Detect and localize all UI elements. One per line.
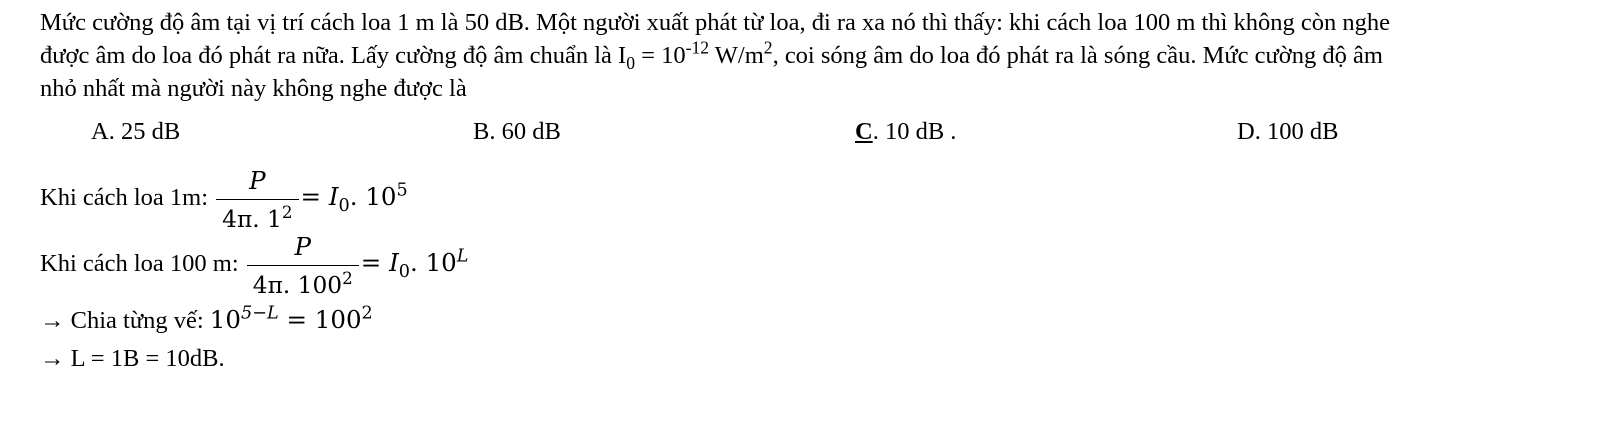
solution-step-3: [40, 305, 373, 335]
step-2-numerator: P: [247, 232, 359, 266]
question-line-2-start: được âm do loa đó phát ra nữa. Lấy cường độ âm chuẩn là I: [40, 42, 627, 69]
step-1-power-exponent: 5: [396, 180, 408, 201]
step-2-denominator-base: 4π. 100: [252, 272, 343, 299]
reference-intensity-equals: = 10: [635, 42, 686, 69]
step-2-equals: =: [360, 248, 390, 278]
option-c-correct[interactable]: [855, 118, 956, 146]
reference-intensity-exponent: -12: [685, 37, 710, 58]
option-d[interactable]: [1237, 118, 1338, 146]
step-2-label: Khi cách loa 100 m:: [40, 250, 245, 278]
step-2-denominator-exponent: 2: [342, 267, 353, 288]
step-1-intensity-subscript: 0: [338, 196, 350, 217]
step-1-denominator-exponent: 2: [281, 201, 293, 222]
step-2-intensity: I: [389, 248, 399, 278]
option-a[interactable]: [91, 118, 180, 146]
step-1-denominator: [216, 200, 298, 233]
solution-step-2: [40, 232, 468, 299]
step-3-text: → Chia từng vế:: [40, 307, 210, 334]
solution-step-4: [40, 345, 225, 373]
step-1-label: Khi cách loa 1m:: [40, 184, 215, 212]
step-2-intensity-subscript: 0: [398, 262, 410, 283]
question-line-1: Mức cường độ âm tại vị trí cách loa 1 m là 50 dB. Một người xuất phát từ loa, đi ra xa nó thì thấy: khi cách loa 100 m thì không còn nghe: [40, 9, 1391, 36]
option-a-letter: A: [91, 118, 109, 145]
question-line-3: nhỏ nhất mà người này không nghe được là: [40, 75, 467, 102]
step-3-rhs-exponent: 2: [361, 303, 373, 324]
step-3-equals: = 100: [278, 305, 362, 334]
step-4-text: → L = 1B = 10dB.: [40, 345, 225, 372]
step-3-exponent: 5−L: [240, 303, 279, 324]
step-3-base: 10: [209, 305, 241, 334]
step-1-rhs: [300, 180, 408, 217]
question-line-2: [40, 39, 1600, 72]
solution-step-1: [40, 166, 408, 233]
option-b-letter: B: [473, 118, 490, 145]
step-1-denominator-base: 4π. 1: [222, 206, 282, 233]
option-b[interactable]: [473, 118, 561, 146]
step-2-denominator: [247, 266, 359, 299]
question-text: [40, 6, 1600, 105]
step-2-power-exponent: L: [456, 246, 469, 267]
option-c-letter: C: [855, 118, 873, 145]
step-1-fraction: [216, 166, 298, 233]
intensity-unit-exponent: 2: [763, 37, 773, 58]
step-1-intensity: I: [328, 182, 339, 212]
answer-options: [0, 118, 1624, 152]
option-d-text: . 100 dB: [1254, 118, 1339, 145]
step-2-fraction: [247, 232, 359, 299]
option-a-text: . 25 dB: [108, 118, 181, 145]
step-3-equation: [210, 305, 373, 334]
option-b-text: . 60 dB: [489, 118, 561, 145]
step-1-equals: =: [300, 182, 329, 212]
option-d-letter: D: [1237, 118, 1255, 145]
step-2-power-base: . 10: [410, 248, 457, 278]
option-c-text: . 10 dB .: [872, 118, 957, 145]
step-1-numerator: P: [216, 166, 298, 200]
reference-intensity-subscript: 0: [626, 53, 635, 74]
step-2-rhs: [360, 246, 469, 283]
step-1-power-base: . 10: [349, 182, 397, 212]
intensity-unit: W/m: [709, 42, 764, 69]
question-line-2-end: , coi sóng âm do loa đó phát ra là sóng cầu. Mức cường độ âm: [772, 42, 1383, 69]
